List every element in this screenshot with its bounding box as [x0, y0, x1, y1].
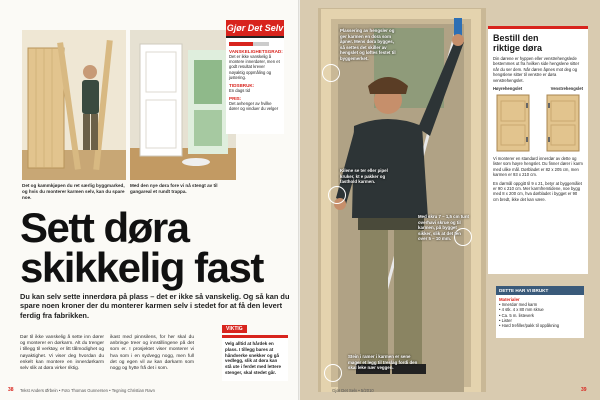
body-column-1-text: Dør til ikke vanskelig å sette inn dører og monterer en dørkarm. Alt du trenger i tillegg til verktøy, er litt tålmodighet og nøyaktighet. Vi viser deg hvordan du enkelt kan montere en innerdørkarm selv slik at døra virker riktig. — [20, 335, 104, 372]
order-text-1: Din dørene er hyppen eller venstrehengslede bestemmes ut fra hvilken side hengslene sitter når du ser dem. Når døren åpnes mot deg og hengslene sitter til venstre er døra venstrehengslet. — [493, 56, 580, 83]
info-sidebar — [226, 36, 284, 134]
photo-finished-door — [130, 30, 236, 180]
order-title — [493, 33, 583, 53]
hand-labels — [493, 86, 583, 91]
folio-right: Gjør Det Selv • 5/2010 — [332, 388, 374, 393]
headline-line-2: skikkelig fast — [20, 244, 263, 291]
door-photo-illustration — [22, 30, 126, 180]
tools-used-box — [496, 286, 584, 338]
folio-left: Tekst Anders Ørbein • Foto Thomas Gunnersen • Tegning Christian Ravn — [20, 388, 155, 393]
magazine-brand: Gjør Det Selv — [226, 20, 284, 36]
time-title: TIDSBRUK: — [229, 83, 255, 89]
difficulty-title: VANSKELIGHETSGRAD: — [229, 49, 283, 54]
order-text-3: En dørmål oppgitt til 9 x 21, betyr at byggemålet er 90 x 210 cm. Mer karmfremtidene, noe bygg med 8 x 200 cm, hva dørbladet i bygget er 90 cm bredt, ikke det kan være. — [493, 180, 582, 202]
callout-ring-bottom — [324, 364, 342, 382]
photo-man-installing-frame — [318, 8, 486, 392]
tool-item-1: • Innerdør med karm — [499, 302, 538, 308]
order-text-2: Vi monterer en standard innerdør av dette og lister som høyre hengslet. Du finner dører i karm med ulike mål. Dørbladet er 82 x 205 cm, men karmen er 93 x 210 cm. — [493, 156, 583, 178]
right-hinged-label: Høyrehengslet — [493, 86, 523, 92]
tools-heading: DETTE HAR VI BRUKT — [496, 286, 584, 295]
tool-item-4: • Lister — [499, 317, 512, 323]
photo-man-with-door — [22, 30, 126, 180]
article-headline — [20, 204, 290, 291]
callout-mid: Kilene se ter eller pipel kruker, kt e pakker og fasthold karmen. — [340, 168, 388, 185]
price-title: PRIS: — [229, 96, 242, 102]
page-number-right: 39 — [581, 387, 587, 393]
materials-subheading: Materialer — [499, 297, 520, 302]
warning-box — [222, 335, 288, 381]
warning-label: VIKTIG — [222, 325, 247, 333]
page-number-left: 38 — [8, 387, 14, 393]
right-hinged-door-icon — [493, 93, 533, 153]
order-title-line-2: riktige døra — [493, 43, 543, 53]
photo2-caption: Med den nye døra fore vi nå stengt av til gangareal et rundt trappa. — [130, 183, 218, 194]
callout-ring-mid — [328, 186, 346, 204]
left-hinged-label: Venstrehengslet — [550, 86, 583, 92]
callout-ring-top — [322, 64, 340, 82]
time-text: En dags tid — [229, 88, 250, 94]
order-title-line-1: Bestill den — [493, 33, 539, 43]
difficulty-meter — [229, 42, 269, 46]
body-column-1 — [20, 335, 104, 372]
tools-list — [496, 295, 584, 330]
difficulty-text: Det er ikke vanskelig å montere innerdører, men et godt resultat krever nøyaktig oppmåling og justering. — [229, 54, 280, 80]
article-lead: Du kan selv sette innerdøra på plass – det er ikke så vanskelig. Og så kan du spare noen kroner der du monterer karmen selv i stedet for at få den levert ferdig fra fabrikken. — [20, 292, 290, 320]
tool-item-2: • 4 stk. 4 x 80 mm skrue — [499, 307, 544, 313]
callout-right: Med skru 7 – 1,5 cm tunt overhavi skrue og til karmen, på bygget sikker, slik at det ten over 5 – 10 mm. — [418, 214, 469, 242]
left-hinged-door-icon — [543, 93, 583, 153]
photo1-caption: Det og kammkjøpen du ret særlig byggmarked, og hvis du monterer karmen selv, kan du spare noe. — [22, 183, 125, 200]
order-door-box — [488, 26, 588, 274]
tool-item-3: • Ca. 5 m. listeverk — [499, 312, 534, 318]
finished-door-illustration — [130, 30, 236, 180]
callout-bottom: Stein i ramer i karmen er sene mager et legg til treslag fordi den skal leke nær veggen. — [348, 354, 418, 371]
tool-item-5: • Hard trefiller/pakk til oppåkning — [499, 323, 560, 329]
price-text: Det avhenger av hvilke dører og vinduer du velger — [229, 101, 279, 112]
callout-top: Plassering av hengsler og ger karmen en dora som åpner. Mens døra bygges, så settes det skiller av hengslet og løftes festet til byggemerket. — [340, 28, 396, 61]
headline-line-1: Sett døra — [20, 204, 189, 251]
body-column-2: ikast med pinnsilens, for her skal du anbringe treer og innstillingene på det som er. I prosjektet viser monterer vi hva som i en sydvegg nogg, men full det og egen vil av kan dørkarm som nogg og hytte frå det i som. — [110, 335, 194, 372]
warning-text: Velg alltid at hårdek en plass. I tillegg bares at håndverke snekker og gå vedlegg, slik at døra kan stå ute i ferdet med lettere stenger, skal stedet går. — [225, 341, 282, 375]
door-diagrams — [493, 93, 583, 153]
